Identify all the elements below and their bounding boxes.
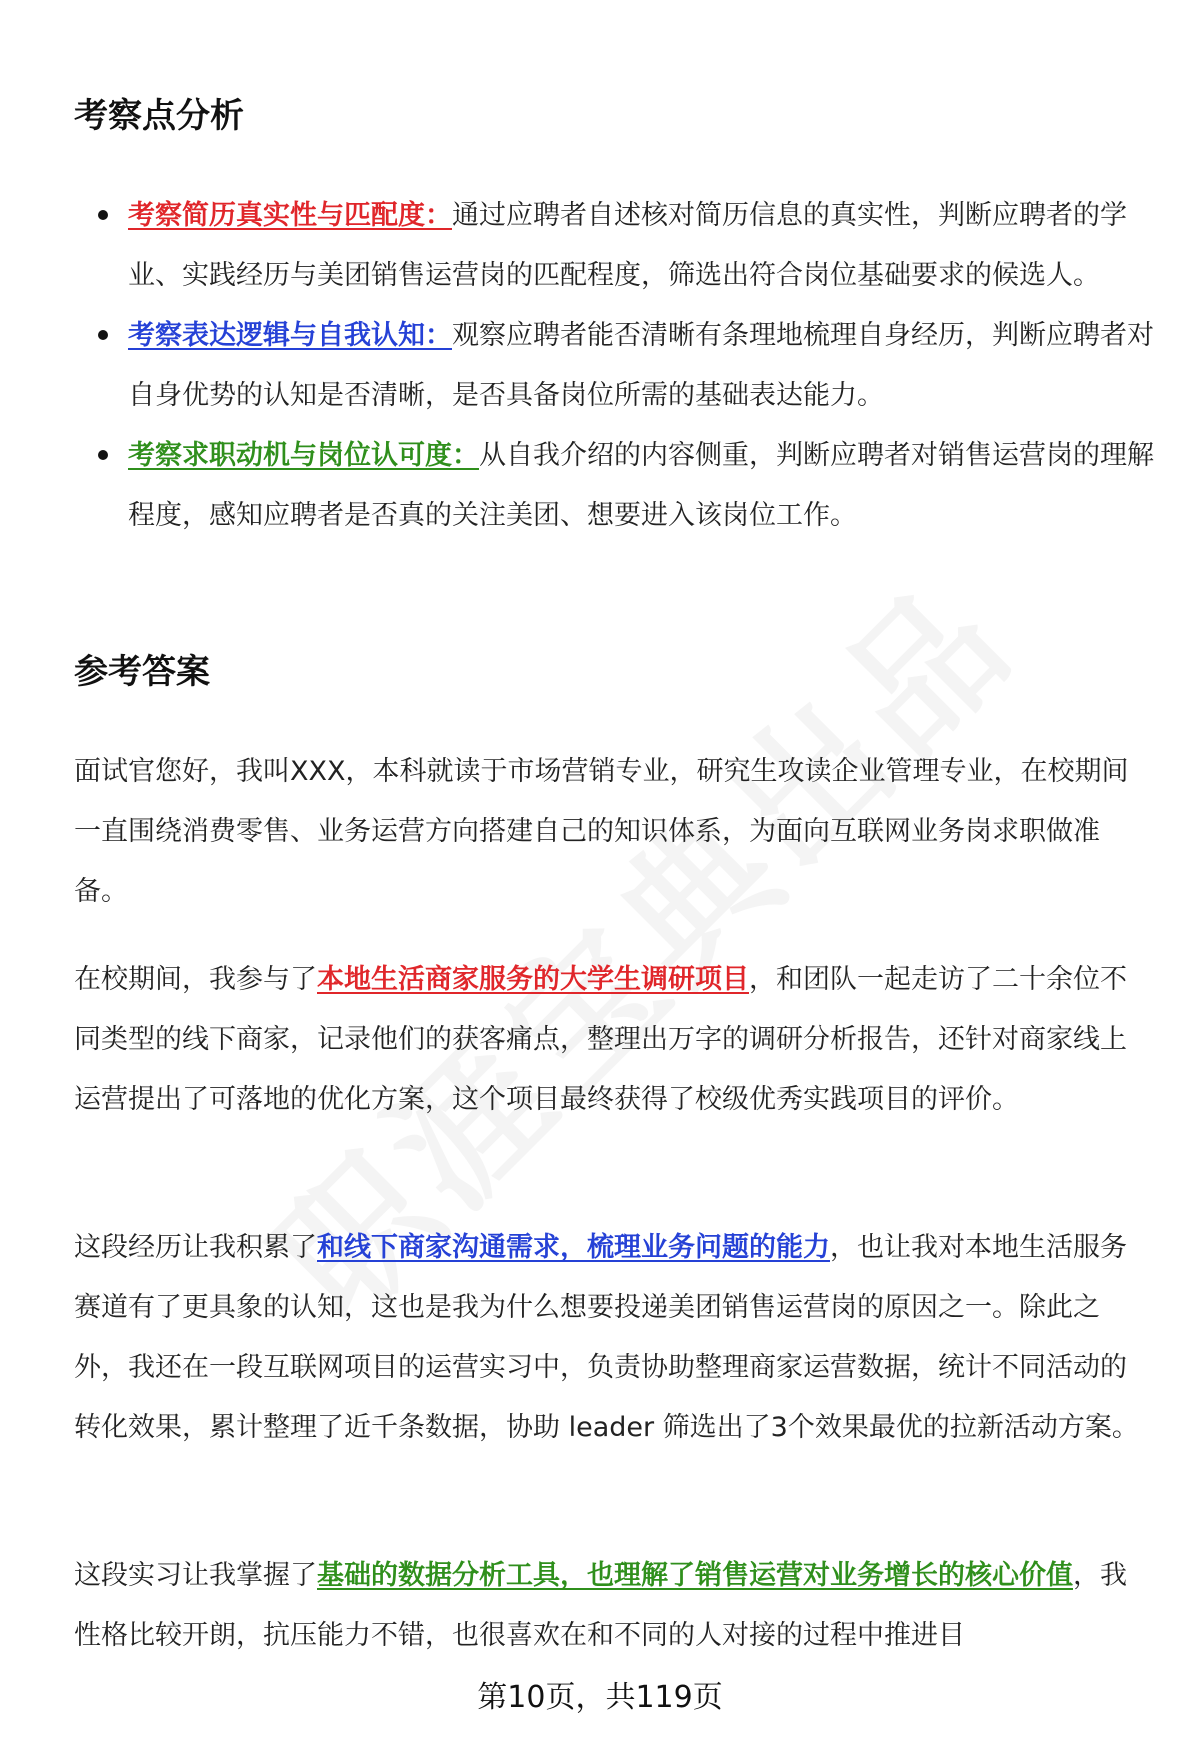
paragraph-text: 这段实习让我掌握了 [74,1560,317,1591]
list-item [74,186,1154,306]
paragraph-text: ，也让我对本地生活服务赛道有了更具象的认知，这也是我为什么想要投递美团销售运营岗的原因之一。除此之外，我还在一段互联网项目的运营实习中，负责协助整理商家运营数据，统计不同活动的转化效果，累计整理了近千条数据，协助 leader 筛选出了3个效果最优的拉新活动方案。 [74,1232,1139,1443]
page-number: 第10页，共119页 [477,1680,723,1715]
answer-paragraph-4 [74,1546,1152,1666]
point-text: 从自我介绍的内容侧重，判断应聘者对销售运营岗的理解程度，感知应聘者是否真的关注美团、想要进入该岗位工作。 [128,440,1154,531]
list-item [74,306,1154,426]
bullet-icon [98,450,108,460]
answer-paragraph-2 [74,950,1152,1130]
analysis-points-list [74,186,1154,546]
answer-paragraph-1: 面试官您好，我叫XXX，本科就读于市场营销专业，研究生攻读企业管理专业，在校期间一直围绕消费零售、业务运营方向搭建自己的知识体系，为面向互联网业务岗求职做准备。 [74,756,1129,907]
paragraph-text: 这段经历让我积累了 [74,1232,317,1263]
bullet-icon [98,210,108,220]
section-title-analysis: 考察点分析 [74,96,244,136]
point-label: 考察表达逻辑与自我认知： [128,320,452,351]
point-text: 通过应聘者自述核对简历信息的真实性，判断应聘者的学业、实践经历与美团销售运营岗的匹配程度，筛选出符合岗位基础要求的候选人。 [128,200,1127,291]
point-label: 考察简历真实性与匹配度： [128,200,452,231]
paragraph-text: 在校期间，我参与了 [74,964,317,995]
paragraph-text: ，我性格比较开朗，抗压能力不错，也很喜欢在和不同的人对接的过程中推进目 [74,1560,1127,1651]
highlight-text: 本地生活商家服务的大学生调研项目 [317,964,749,995]
bullet-icon [98,330,108,340]
list-item [74,426,1154,546]
highlight-text: 基础的数据分析工具，也理解了销售运营对业务增长的核心价值 [317,1560,1073,1591]
highlight-text: 和线下商家沟通需求，梳理业务问题的能力 [317,1232,830,1263]
answer-paragraph-3 [74,1218,1152,1458]
point-label: 考察求职动机与岗位认可度： [128,440,479,471]
paragraph-text: ，和团队一起走访了二十余位不同类型的线下商家，记录他们的获客痛点，整理出万字的调研分析报告，还针对商家线上运营提出了可落地的优化方案，这个项目最终获得了校级优秀实践项目的评价。 [74,964,1127,1115]
section-title-answer: 参考答案 [74,652,210,692]
point-text: 观察应聘者能否清晰有条理地梳理自身经历，判断应聘者对自身优势的认知是否清晰，是否具备岗位所需的基础表达能力。 [128,320,1154,411]
